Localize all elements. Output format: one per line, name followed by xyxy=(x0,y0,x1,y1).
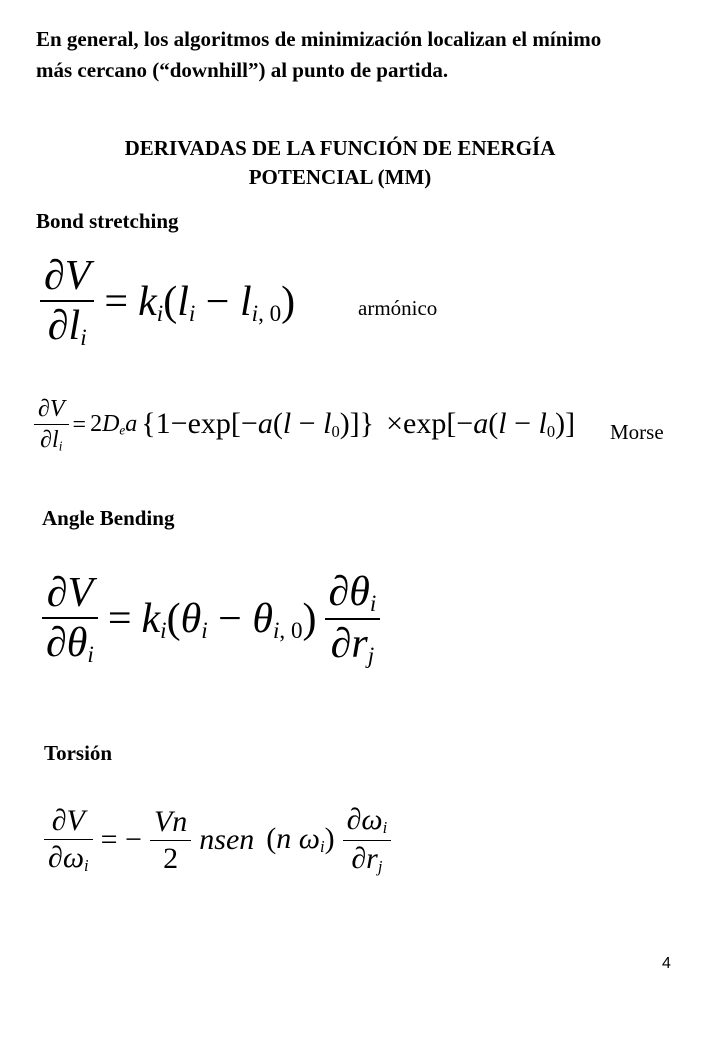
angle-derivative-fraction: $\frac{\partial V}{\partial\theta_i}$ xyxy=(42,572,98,666)
page-number: 4 xyxy=(662,955,671,972)
harmonic-equation: $\frac{\partial V}{\partial l_i}$ = $k_i(l_i - l_{i, 0})$ xyxy=(40,254,295,350)
torsion-vn-fraction: $\frac{Vn}{2}$ xyxy=(150,807,191,874)
intro-text xyxy=(36,24,706,86)
harmonic-label: armónico xyxy=(358,296,438,320)
intro-line-2: más cercano (“downhill”) al punto de partida. xyxy=(36,58,449,82)
torsion-heading: Torsión xyxy=(44,741,113,765)
morse-derivative-fraction: $\frac{\partial V}{\partial l_i}$ xyxy=(34,397,69,453)
section-title xyxy=(0,134,680,192)
angle-bending-equation: $\frac{\partial V}{\partial\theta_i}$ = $k_i(\theta_i - \theta_{i, 0})$ $\frac{\partial\theta_i}{\partial r_j}$ xyxy=(42,564,380,674)
intro-line-1: En general, los algoritmos de minimización localizan el mínimo xyxy=(36,27,602,51)
harmonic-derivative-fraction: $\frac{\partial V}{\partial l_i}$ xyxy=(40,255,94,349)
angle-chain-fraction: $\frac{\partial\theta_i}{\partial r_j}$ xyxy=(325,571,381,667)
morse-equation: $\frac{\partial V}{\partial l_i}$ = $2D_ea$ $\{1-\exp[-a(l - l_0)]\}$ $\times\exp[-a(l - l_0)]$ xyxy=(34,390,575,460)
torsion-chain-fraction: $\frac{\partial\omega_i}{\partial r_j}$ xyxy=(343,805,392,875)
morse-label: Morse xyxy=(610,420,664,444)
bond-stretching-heading: Bond stretching xyxy=(36,209,179,233)
section-title-line-1: DERIVADAS DE LA FUNCIÓN DE ENERGÍA xyxy=(124,136,556,160)
torsion-derivative-fraction: $\frac{\partial V}{\partial\omega_i}$ xyxy=(44,806,93,875)
section-title-line-2: POTENCIAL (MM) xyxy=(248,165,432,189)
angle-bending-heading: Angle Bending xyxy=(42,506,175,530)
torsion-equation: $\frac{\partial V}{\partial\omega_i}$ = − $\frac{Vn}{2}$ nsen (n $\omega_i$) $\frac{\partial\omega_i}{\partial r_j}$ xyxy=(44,800,391,880)
